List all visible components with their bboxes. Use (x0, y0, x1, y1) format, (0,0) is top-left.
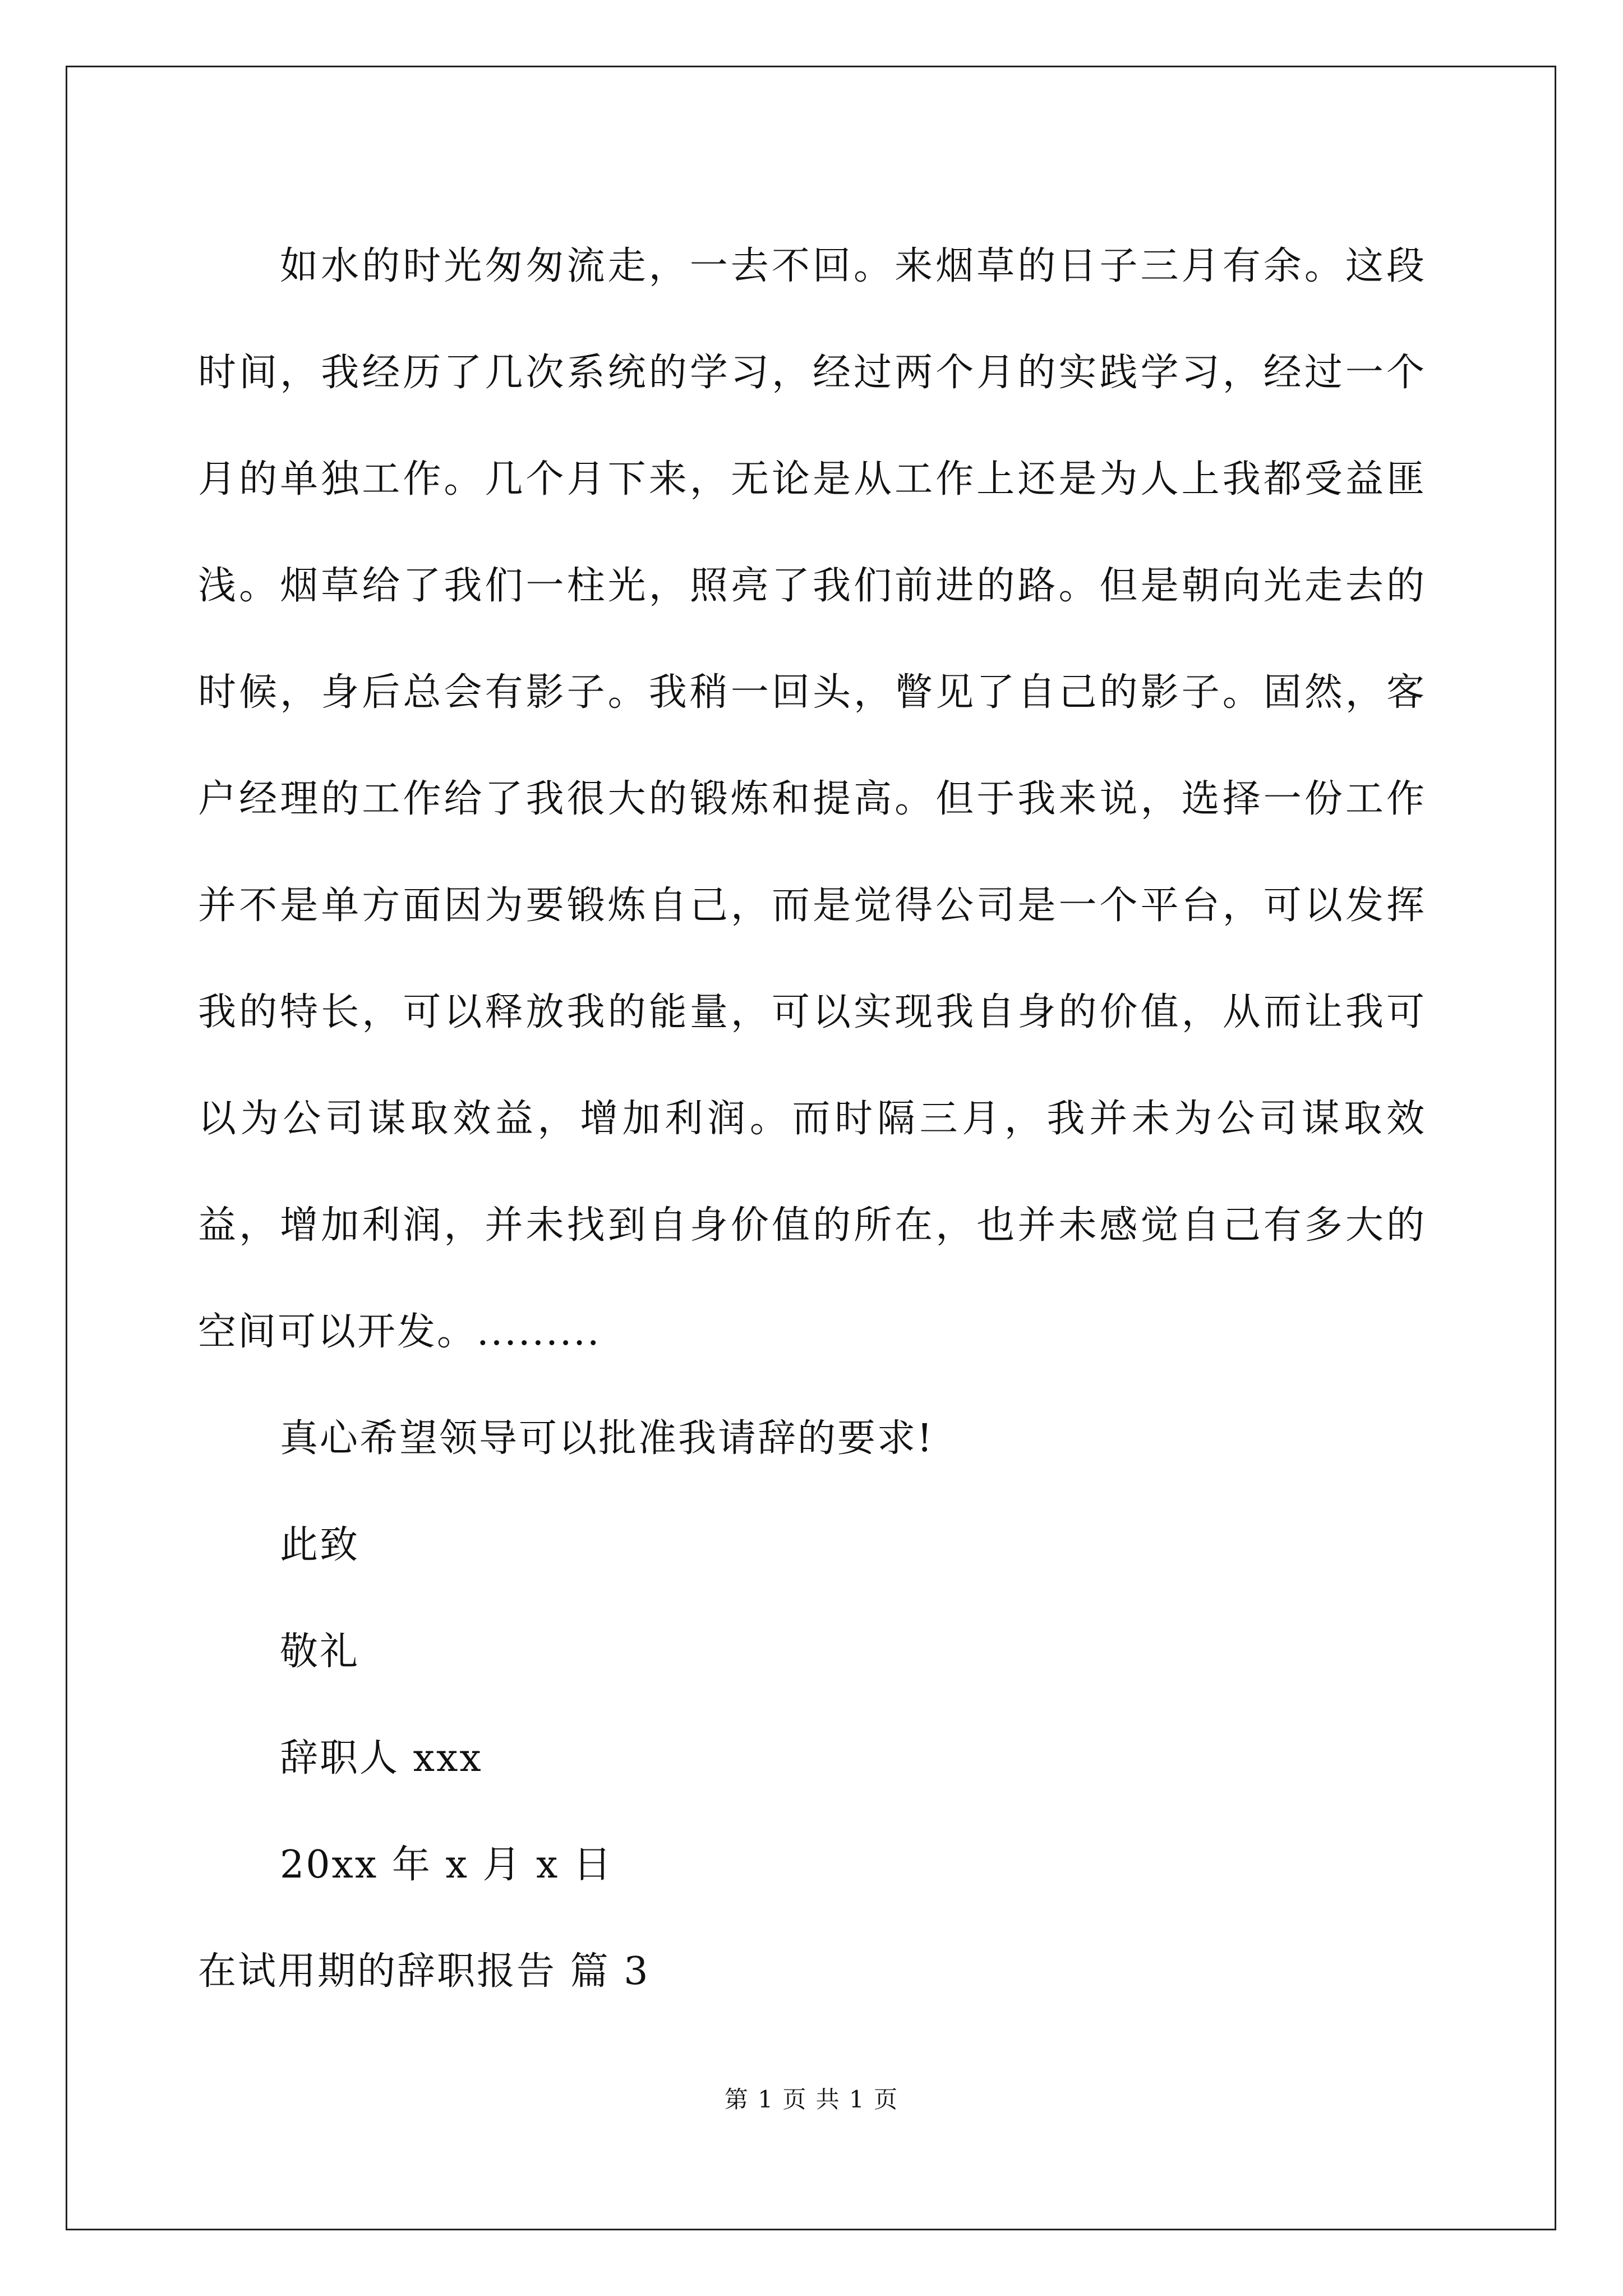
body-paragraph: 如水的时光匆匆流走，一去不回。来烟草的日子三月有余。这段时间，我经历了几次系统的学习，经过两个月的实践学习，经过一个月的单独工作。几个月下来，无论是从工作上还是为人上我都受益匪浅。烟草给了我们一柱光，照亮了我们前进的路。但是朝向光走去的时候，身后总会有影子。我稍一回头，瞥见了自己的影子。固然，客户经理的工作给了我很大的锻炼和提高。但于我来说，选择一份工作并不是单方面因为要锻炼自己，而是觉得公司是一个平台，可以发挥我的特长，可以释放我的能量，可以实现我自身的价值，从而让我可以为公司谋取效益，增加利润。而时隔三月，我并未为公司谋取效益，增加利润，并未找到自身价值的所在，也并未感觉自己有多大的空间可以开发。......... (198, 244, 1426, 1354)
section-heading: 在试用期的辞职报告 篇 3 (198, 1949, 650, 1994)
signer-line: 辞职人 xxx (280, 1736, 483, 1780)
date-line: 20xx 年 x 月 x 日 (280, 1843, 614, 1887)
page-footer: 第 1 页 共 1 页 (724, 2086, 899, 2113)
regards-line: 敬礼 (280, 1630, 360, 1674)
document-body (198, 213, 1426, 2025)
salutation-line: 此致 (280, 1523, 360, 1567)
request-line: 真心希望领导可以批准我请辞的要求! (280, 1416, 934, 1461)
